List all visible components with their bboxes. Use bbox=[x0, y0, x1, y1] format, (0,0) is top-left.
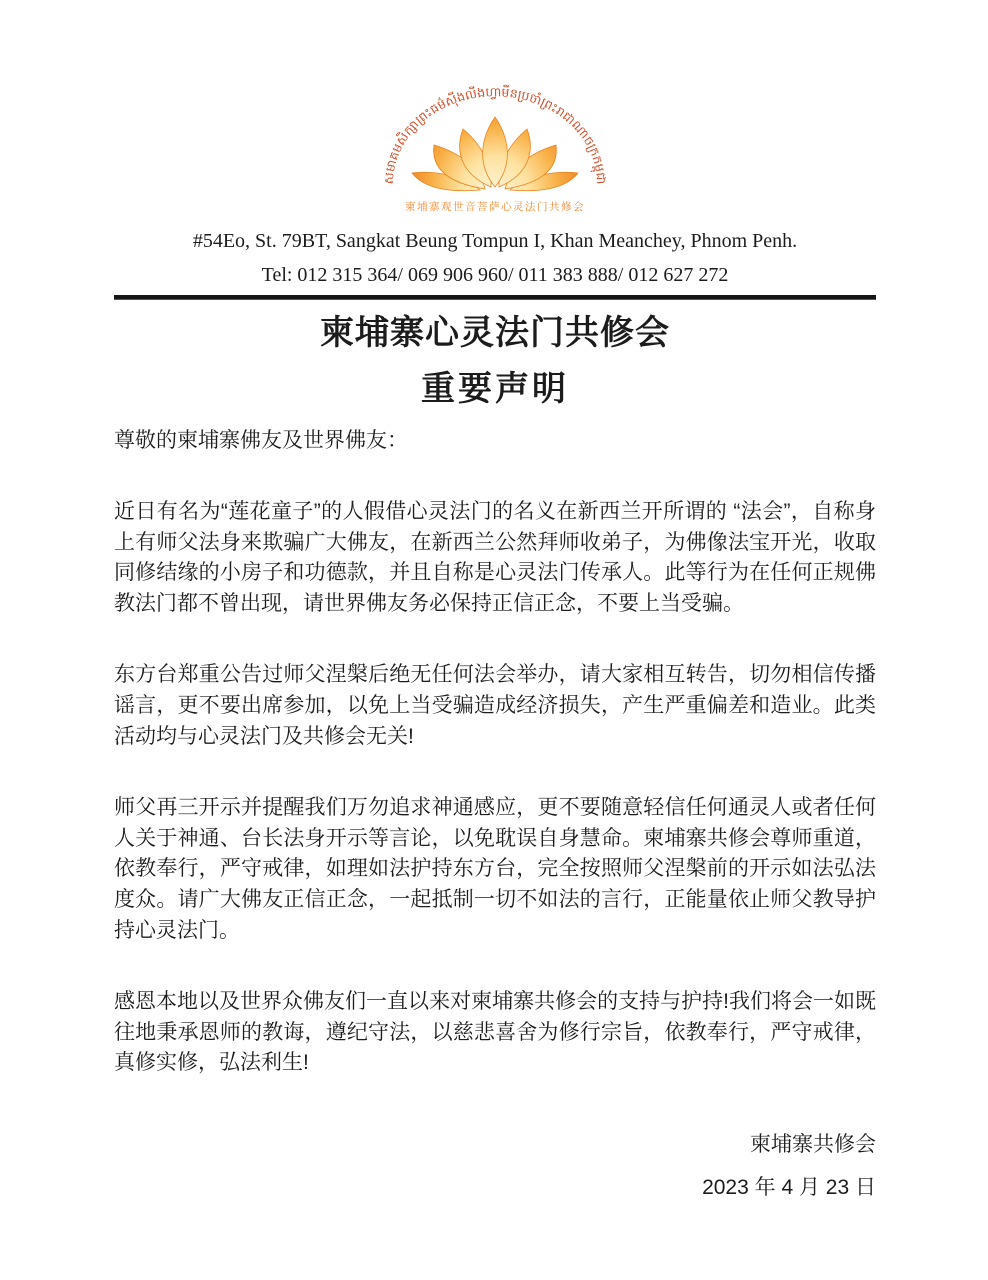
logo-caption: 柬埔寨观世音菩萨心灵法门共修会 bbox=[405, 201, 585, 213]
document-subtitle: 重要声明 bbox=[421, 370, 569, 408]
paragraph-4: 感恩本地以及世界众佛友们一直以来对柬埔寨共修会的支持与护持!我们将会一如既往地秉承恩师的教诲，遵纪守法，以慈悲喜舍为修行宗旨，依教奉行，严守戒律，真修实修，弘法利生! bbox=[114, 990, 876, 1075]
signature: 柬埔寨共修会 bbox=[750, 1132, 876, 1156]
association-logo bbox=[114, 84, 876, 216]
paragraph-2: 东方台郑重公告过师父涅槃后绝无任何法会举办，请大家相互转告，切勿相信传播谣言，更不要出席参加，以免上当受骗造成经济损失，产生严重偏差和造业。此类活动均与心灵法门及共修会无关! bbox=[114, 663, 876, 748]
lotus-petals bbox=[412, 117, 578, 191]
document-body bbox=[114, 425, 876, 1203]
salutation: 尊敬的柬埔寨佛友及世界佛友： bbox=[114, 429, 408, 452]
document-title: 柬埔寨心灵法门共修会 bbox=[320, 314, 670, 352]
header-divider bbox=[114, 295, 876, 300]
date: 2023 年 4 月 23 日 bbox=[702, 1175, 876, 1199]
lotus-logo-graphic bbox=[379, 84, 611, 216]
khmer-arc-text: សមាគមសិក្សាព្រះធម៌ស៊ីងលីងហ្វាមីនប្រចាំព្រះរាជាណាចក្រកម្ពុជា bbox=[380, 84, 610, 185]
paragraph-1: 近日有名为“莲花童子”的人假借心灵法门的名义在新西兰开所谓的 “法会”，自称身上有师父法身来欺骗广大佛友，在新西兰公然拜师收弟子，为佛像法宝开光，收取同修结缘的小房子和功德款，并且自称是心灵法门传承人。此等行为在任何正规佛教法门都不曾出现，请世界佛友务必保持正信正念，不要上当受骗。 bbox=[114, 500, 876, 615]
tel-line: Tel: 012 315 364/ 069 906 960/ 011 383 888/ 012 627 272 bbox=[261, 264, 729, 286]
address-line: #54Eo, St. 79BT, Sangkat Beung Tompun I, Khan Meanchey, Phnom Penh. bbox=[192, 230, 798, 252]
paragraph-3: 师父再三开示并提醒我们万勿追求神通感应，更不要随意轻信任何通灵人或者任何人关于神通、台长法身开示等言论，以免耽误自身慧命。柬埔寨共修会尊师重道，依教奉行，严守戒律，如理如法护持东方台，完全按照师父涅槃前的开示如法弘法度众。请广大佛友正信正念，一起抵制一切不如法的言行，正能量依止师父教导护持心灵法门。 bbox=[114, 796, 876, 942]
